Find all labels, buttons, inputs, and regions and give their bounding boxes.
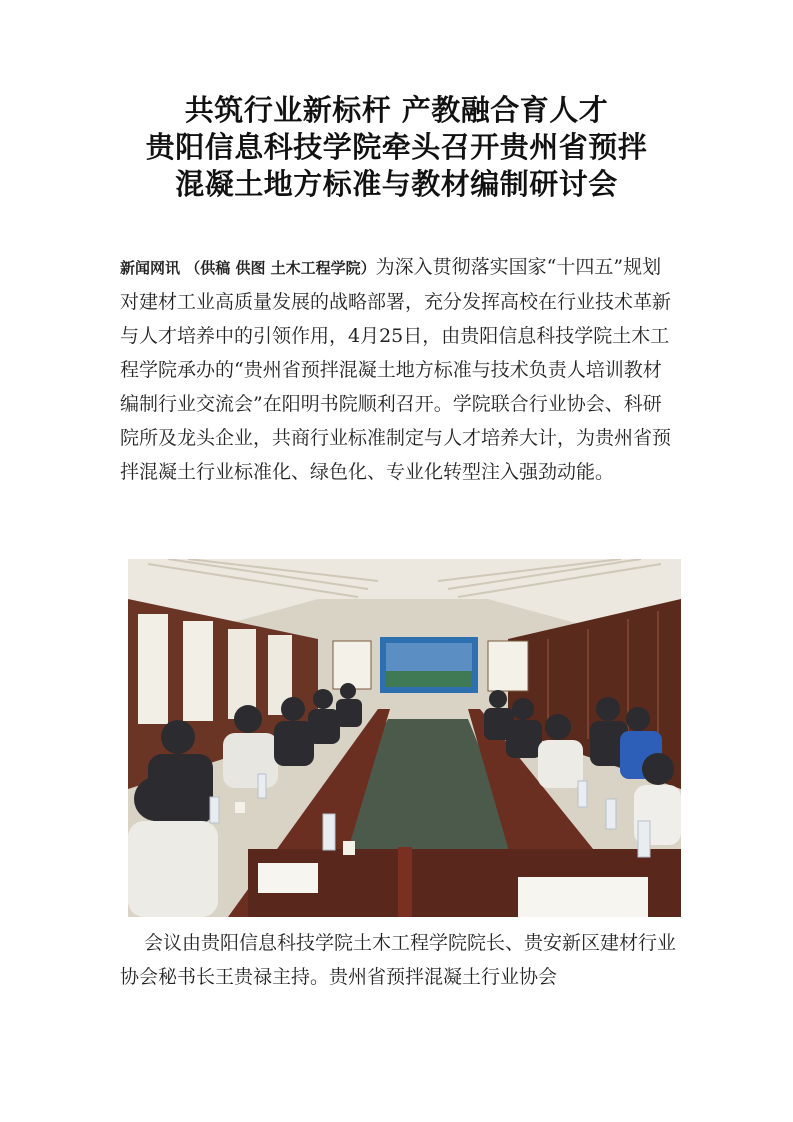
paragraph-intro-body: 为深入贯彻落实国家“十四五”规划对建材工业高质量发展的战略部署，充分发挥高校在行业技术革新与人才培养中的引领作用，4月25日，由贵阳信息科技学院土木工程学院承办的“贵州省预拌混凝土地方标准与技术负责人培训教材编制行业交流会”在阳明书院顺利召开。学院联合行业协会、科研院所及龙头企业，共商行业标准制定与人才培养大计，为贵州省预拌混凝土行业标准化、绿色化、专业化转型注入强劲动能。 <box>120 256 672 483</box>
paragraph-host: 会议由贵阳信息科技学院土木工程学院院长、贵安新区建材行业协会秘书长王贵禄主持。贵州省预拌混凝土行业协会 <box>120 932 677 988</box>
title-line-2: 贵阳信息科技学院牵头召开贵州省预拌 <box>145 130 648 164</box>
meeting-photo-illustration <box>128 559 681 917</box>
article-title <box>0 92 793 203</box>
paragraph-intro <box>120 250 680 489</box>
meeting-photo <box>128 559 681 917</box>
news-lead: 新闻网讯 （供稿 供图 土木工程学院） <box>120 259 376 277</box>
title-line-1: 共筑行业新标杆 产教融合育人才 <box>184 93 609 127</box>
title-line-3: 混凝土地方标准与教材编制研讨会 <box>175 167 618 201</box>
